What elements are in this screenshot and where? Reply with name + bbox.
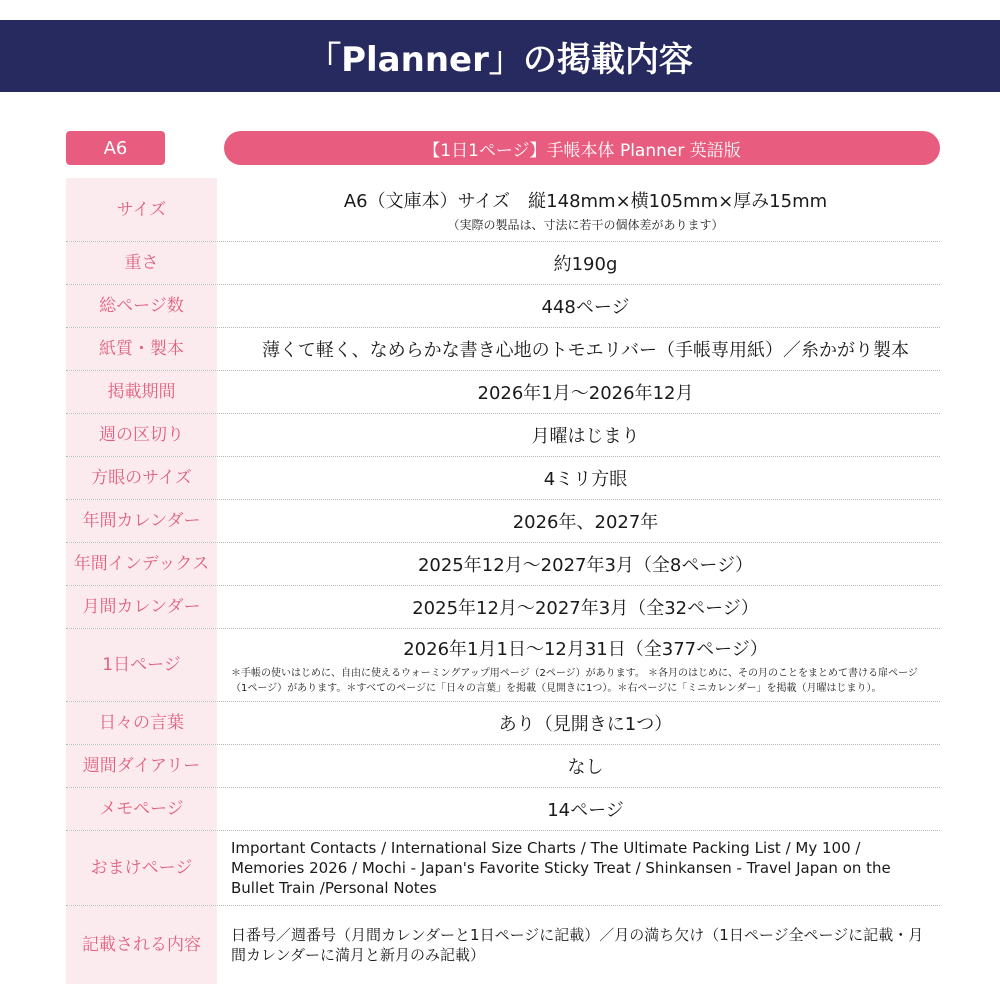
spec-label: 1日ページ	[66, 629, 217, 701]
spec-row-weekly-diary	[66, 745, 940, 788]
spec-table	[66, 178, 940, 984]
spec-value	[217, 906, 940, 984]
spec-value-main: 448ページ	[541, 297, 630, 318]
spec-row-pages	[66, 285, 940, 328]
page-title: 「Planner」の掲載内容	[307, 39, 693, 80]
spec-label: 週間ダイアリー	[66, 745, 217, 787]
spec-value	[217, 178, 940, 241]
spec-value	[217, 788, 940, 830]
spec-row-weight	[66, 242, 940, 285]
spec-value-main: Important Contacts / International Size Charts / The Ultimate Packing List / My 100 / Memories 2026 / Mochi - Japan's Favorite Sticky Treat / Shinkansen - Travel Japan on the Bullet Train /Personal Notes	[231, 839, 891, 897]
spec-value-main: 薄くて軽く、なめらかな書き心地のトモエリバー（手帳専用紙）／糸かがり製本	[261, 340, 910, 361]
spec-label: 方眼のサイズ	[66, 457, 217, 499]
spec-row-paper	[66, 328, 940, 371]
spec-value-main: 2025年12月〜2027年3月（全32ページ）	[412, 598, 759, 619]
spec-value	[217, 328, 940, 370]
product-title: 【1日1ページ】手帳本体 Planner 英語版	[224, 131, 940, 165]
spec-value-note: （実際の製品は、寸法に若干の個体差があります）	[447, 217, 724, 232]
page-header	[0, 20, 1000, 92]
spec-row-yearly-calendar	[66, 500, 940, 543]
spec-label: 年間カレンダー	[66, 500, 217, 542]
spec-row-yearly-index	[66, 543, 940, 586]
spec-value	[217, 414, 940, 456]
spec-value	[217, 242, 940, 284]
spec-value-main: 4ミリ方眼	[543, 469, 628, 490]
spec-value-main: あり（見開きに1つ）	[498, 714, 673, 735]
spec-row-daily-words	[66, 702, 940, 745]
spec-label: 記載される内容	[66, 906, 217, 984]
spec-label: 掲載期間	[66, 371, 217, 413]
spec-value-main: 2026年1月〜2026年12月	[477, 383, 694, 404]
spec-label: 年間インデックス	[66, 543, 217, 585]
spec-value	[217, 745, 940, 787]
spec-value	[217, 500, 940, 542]
spec-label: 日々の言葉	[66, 702, 217, 744]
spec-value-main: 2026年、2027年	[512, 512, 659, 533]
spec-value	[217, 629, 940, 701]
spec-value	[217, 371, 940, 413]
spec-row-period	[66, 371, 940, 414]
spec-value-main: 日番号／週番号（月間カレンダーと1日ページに記載）／月の満ち欠け（1日ページ全ページに記載・月間カレンダーに満月と新月のみ記載）	[231, 926, 924, 964]
spec-value-main: A6（文庫本）サイズ 縦148mm×横105mm×厚み15mm	[343, 190, 828, 212]
spec-value	[217, 285, 940, 327]
spec-value	[217, 831, 940, 905]
spec-value-main: 約190g	[553, 254, 618, 275]
spec-row-week-start	[66, 414, 940, 457]
spec-value	[217, 702, 940, 744]
spec-value	[217, 543, 940, 585]
spec-value-main: 月曜はじまり	[531, 426, 640, 447]
spec-row-bonus-pages	[66, 831, 940, 906]
spec-label: 週の区切り	[66, 414, 217, 456]
spec-label: サイズ	[66, 178, 217, 241]
spec-row-size	[66, 178, 940, 242]
spec-value-main: 14ページ	[547, 800, 624, 821]
size-badge: A6	[66, 131, 165, 165]
spec-row-grid	[66, 457, 940, 500]
spec-row-contents	[66, 906, 940, 984]
spec-label: 月間カレンダー	[66, 586, 217, 628]
spec-label: おまけページ	[66, 831, 217, 905]
spec-value	[217, 457, 940, 499]
spec-row-monthly-calendar	[66, 586, 940, 629]
spec-value-note: ＊手帳の使いはじめに、自由に使えるウォーミングアップ用ページ（2ページ）があります。 ＊各月のはじめに、その月のことをまとめて書ける扉ページ（1ページ）があります。＊すべてのページに「日々の言葉」を掲載（見開きに1つ）。＊右ページに「ミニカレンダー」を掲載（月曜はじまり）。	[231, 667, 918, 694]
spec-value	[217, 586, 940, 628]
spec-label: 総ページ数	[66, 285, 217, 327]
spec-label: 重さ	[66, 242, 217, 284]
spec-label: 紙質・製本	[66, 328, 217, 370]
spec-value-main: 2025年12月〜2027年3月（全8ページ）	[417, 555, 754, 576]
spec-row-memo-pages	[66, 788, 940, 831]
spec-label: メモページ	[66, 788, 217, 830]
spec-row-daily-page	[66, 629, 940, 702]
spec-value-main: 2026年1月1日〜12月31日（全377ページ）	[403, 638, 768, 660]
spec-value-main: なし	[567, 757, 604, 778]
